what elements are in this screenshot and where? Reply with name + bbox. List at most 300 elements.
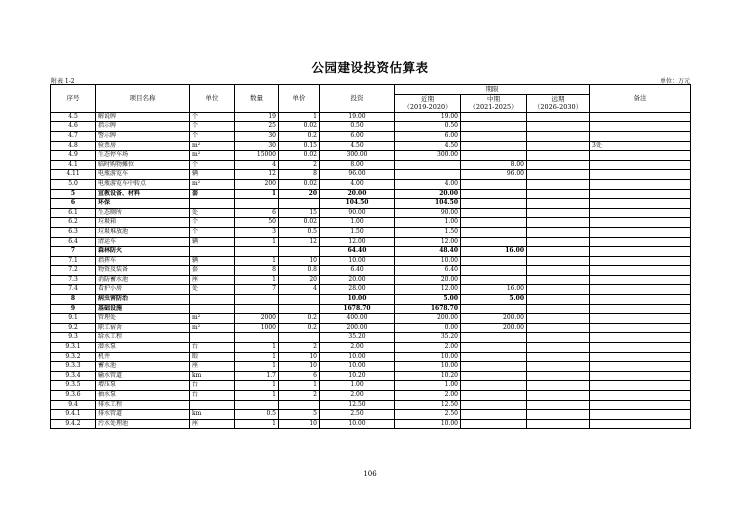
cell-name: 潜水泵 bbox=[96, 343, 190, 353]
cell-name: 垃圾堆放池 bbox=[96, 227, 190, 237]
cell-seq: 9.3.4 bbox=[51, 371, 96, 381]
cell-mid bbox=[461, 362, 527, 372]
cell-invest: 8.00 bbox=[320, 160, 395, 170]
cell-name: 给水工程 bbox=[96, 333, 190, 343]
cell-note bbox=[590, 304, 691, 314]
cell-unit: 眼 bbox=[190, 352, 235, 362]
cell-unit: m² bbox=[190, 179, 235, 189]
cell-qty: 30 bbox=[235, 131, 279, 141]
cell-qty: 4 bbox=[235, 160, 279, 170]
cell-name: 病虫害防治 bbox=[96, 295, 190, 305]
cell-invest: 6.00 bbox=[320, 131, 395, 141]
cell-price: 10 bbox=[279, 362, 320, 372]
cell-far bbox=[527, 362, 590, 372]
cell-price: 1 bbox=[279, 381, 320, 391]
cell-invest: 10.00 bbox=[320, 362, 395, 372]
header-invest: 投资 bbox=[320, 85, 395, 113]
cell-unit bbox=[190, 304, 235, 314]
cell-mid bbox=[461, 352, 527, 362]
cell-note bbox=[590, 131, 691, 141]
table-row bbox=[51, 227, 691, 237]
cell-mid bbox=[461, 227, 527, 237]
cell-seq: 5 bbox=[51, 189, 96, 199]
cell-mid: 16.00 bbox=[461, 285, 527, 295]
cell-seq: 9 bbox=[51, 304, 96, 314]
cell-mid bbox=[461, 343, 527, 353]
cell-note bbox=[590, 314, 691, 324]
cell-price bbox=[279, 400, 320, 410]
cell-qty: 1000 bbox=[235, 323, 279, 333]
cell-mid bbox=[461, 131, 527, 141]
cell-invest: 10.00 bbox=[320, 419, 395, 429]
table-row bbox=[51, 208, 691, 218]
cell-near: 90.00 bbox=[395, 208, 461, 218]
cell-near: 10.00 bbox=[395, 362, 461, 372]
cell-seq: 7.1 bbox=[51, 256, 96, 266]
cell-near: 2.50 bbox=[395, 410, 461, 420]
cell-far bbox=[527, 333, 590, 343]
table-row bbox=[51, 295, 691, 305]
cell-near: 6.00 bbox=[395, 131, 461, 141]
cell-unit: 个 bbox=[190, 112, 235, 122]
cell-near bbox=[395, 160, 461, 170]
cell-name: 生态厕所 bbox=[96, 208, 190, 218]
cell-seq: 4.7 bbox=[51, 131, 96, 141]
cell-invest: 400.00 bbox=[320, 314, 395, 324]
cell-name: 看护小房 bbox=[96, 285, 190, 295]
cell-seq: 4.5 bbox=[51, 112, 96, 122]
cell-mid bbox=[461, 256, 527, 266]
cell-name: 基础设施 bbox=[96, 304, 190, 314]
cell-invest: 10.00 bbox=[320, 352, 395, 362]
cell-invest: 64.40 bbox=[320, 247, 395, 257]
cell-seq: 9.3.6 bbox=[51, 391, 96, 401]
cell-near: 35.20 bbox=[395, 333, 461, 343]
table-row bbox=[51, 247, 691, 257]
cell-far bbox=[527, 112, 590, 122]
cell-note bbox=[590, 170, 691, 180]
cell-unit: 座 bbox=[190, 419, 235, 429]
table-row bbox=[51, 304, 691, 314]
cell-qty: 0.5 bbox=[235, 410, 279, 420]
cell-far bbox=[527, 352, 590, 362]
cell-note bbox=[590, 266, 691, 276]
cell-seq: 9.1 bbox=[51, 314, 96, 324]
cell-name: 宣教设备、材料 bbox=[96, 189, 190, 199]
cell-name: 生态停车场 bbox=[96, 151, 190, 161]
cell-unit: m² bbox=[190, 323, 235, 333]
table-row bbox=[51, 237, 691, 247]
cell-note bbox=[590, 400, 691, 410]
cell-unit: 个 bbox=[190, 218, 235, 228]
cell-near: 1.50 bbox=[395, 227, 461, 237]
cell-seq: 9.2 bbox=[51, 323, 96, 333]
cell-qty: 1 bbox=[235, 391, 279, 401]
cell-far bbox=[527, 275, 590, 285]
cell-name: 电瓶游览车 bbox=[96, 170, 190, 180]
cell-note bbox=[590, 295, 691, 305]
table-row bbox=[51, 314, 691, 324]
cell-price: 1 bbox=[279, 112, 320, 122]
cell-seq: 9.4 bbox=[51, 400, 96, 410]
cell-seq: 9.3 bbox=[51, 333, 96, 343]
cell-near: 6.40 bbox=[395, 266, 461, 276]
cell-invest: 19.00 bbox=[320, 112, 395, 122]
table-row bbox=[51, 131, 691, 141]
cell-mid bbox=[461, 410, 527, 420]
table-reference: 附表 1-2 bbox=[51, 78, 75, 85]
cell-name: 指挥车 bbox=[96, 256, 190, 266]
table-row bbox=[51, 275, 691, 285]
cell-invest: 0.50 bbox=[320, 122, 395, 132]
cell-note bbox=[590, 410, 691, 420]
cell-note bbox=[590, 362, 691, 372]
cell-price: 2 bbox=[279, 343, 320, 353]
cell-near: 10.00 bbox=[395, 419, 461, 429]
cell-invest: 28.00 bbox=[320, 285, 395, 295]
table-row bbox=[51, 179, 691, 189]
cell-far bbox=[527, 131, 590, 141]
cell-seq: 6 bbox=[51, 199, 96, 209]
table-row bbox=[51, 218, 691, 228]
page-number: 106 bbox=[363, 470, 377, 478]
cell-note bbox=[590, 237, 691, 247]
investment-table bbox=[50, 84, 691, 429]
cell-seq: 9.4.1 bbox=[51, 410, 96, 420]
cell-unit: 座 bbox=[190, 362, 235, 372]
cell-far bbox=[527, 266, 590, 276]
cell-unit: 个 bbox=[190, 160, 235, 170]
cell-name: 消防蓄水池 bbox=[96, 275, 190, 285]
cell-seq: 4.8 bbox=[51, 141, 96, 151]
cell-seq: 6.2 bbox=[51, 218, 96, 228]
cell-note bbox=[590, 122, 691, 132]
cell-near: 1.00 bbox=[395, 218, 461, 228]
cell-price: 0.2 bbox=[279, 131, 320, 141]
table-row bbox=[51, 352, 691, 362]
cell-invest: 4.00 bbox=[320, 179, 395, 189]
cell-near: 104.50 bbox=[395, 199, 461, 209]
cell-mid bbox=[461, 419, 527, 429]
cell-qty: 1 bbox=[235, 419, 279, 429]
cell-qty: 200 bbox=[235, 179, 279, 189]
header-near-term: 近期 （2019-2020） bbox=[395, 94, 461, 112]
cell-far bbox=[527, 371, 590, 381]
cell-far bbox=[527, 323, 590, 333]
cell-far bbox=[527, 314, 590, 324]
cell-mid: 8.00 bbox=[461, 160, 527, 170]
cell-far bbox=[527, 122, 590, 132]
cell-near: 0.00 bbox=[395, 323, 461, 333]
cell-far bbox=[527, 285, 590, 295]
cell-near: 12.50 bbox=[395, 400, 461, 410]
cell-invest: 300.00 bbox=[320, 151, 395, 161]
cell-unit bbox=[190, 333, 235, 343]
cell-near: 5.00 bbox=[395, 295, 461, 305]
cell-name: 指示牌 bbox=[96, 122, 190, 132]
cell-unit: 座 bbox=[190, 275, 235, 285]
cell-price bbox=[279, 199, 320, 209]
cell-seq: 6.3 bbox=[51, 227, 96, 237]
cell-note bbox=[590, 218, 691, 228]
cell-name: 污水处理池 bbox=[96, 419, 190, 429]
cell-price: 20 bbox=[279, 275, 320, 285]
cell-qty: 1 bbox=[235, 256, 279, 266]
cell-far bbox=[527, 141, 590, 151]
cell-far bbox=[527, 410, 590, 420]
cell-mid bbox=[461, 179, 527, 189]
cell-mid: 96.00 bbox=[461, 170, 527, 180]
cell-near: 10.00 bbox=[395, 256, 461, 266]
cell-far bbox=[527, 304, 590, 314]
cell-note bbox=[590, 189, 691, 199]
table-row bbox=[51, 256, 691, 266]
cell-unit: 处 bbox=[190, 208, 235, 218]
cell-invest: 10.20 bbox=[320, 371, 395, 381]
cell-mid bbox=[461, 371, 527, 381]
table-row bbox=[51, 343, 691, 353]
cell-name: 排水管道 bbox=[96, 410, 190, 420]
cell-unit: 台 bbox=[190, 381, 235, 391]
cell-unit: 辆 bbox=[190, 237, 235, 247]
cell-invest: 10.00 bbox=[320, 256, 395, 266]
cell-seq: 4.11 bbox=[51, 170, 96, 180]
cell-name: 蓄水池 bbox=[96, 362, 190, 372]
cell-price: 10 bbox=[279, 352, 320, 362]
table-row bbox=[51, 266, 691, 276]
cell-price: 2 bbox=[279, 160, 320, 170]
cell-far bbox=[527, 160, 590, 170]
cell-mid bbox=[461, 112, 527, 122]
cell-qty: 1 bbox=[235, 362, 279, 372]
cell-qty: 3 bbox=[235, 227, 279, 237]
cell-near: 20.00 bbox=[395, 275, 461, 285]
cell-price: 20 bbox=[279, 189, 320, 199]
cell-unit: km bbox=[190, 371, 235, 381]
page-title: 公园建设投资估算表 bbox=[311, 60, 429, 75]
cell-qty: 1 bbox=[235, 381, 279, 391]
table-row bbox=[51, 285, 691, 295]
cell-near: 2.00 bbox=[395, 391, 461, 401]
cell-far bbox=[527, 343, 590, 353]
header-period: 期限 bbox=[395, 85, 590, 95]
cell-mid bbox=[461, 237, 527, 247]
cell-far bbox=[527, 151, 590, 161]
cell-price bbox=[279, 295, 320, 305]
cell-near bbox=[395, 170, 461, 180]
cell-far bbox=[527, 179, 590, 189]
cell-invest: 1.50 bbox=[320, 227, 395, 237]
cell-mid bbox=[461, 381, 527, 391]
cell-unit: km bbox=[190, 410, 235, 420]
table-row bbox=[51, 199, 691, 209]
cell-note bbox=[590, 112, 691, 122]
cell-note bbox=[590, 275, 691, 285]
table-row bbox=[51, 362, 691, 372]
cell-price: 0.15 bbox=[279, 141, 320, 151]
cell-note bbox=[590, 151, 691, 161]
cell-unit: m² bbox=[190, 314, 235, 324]
cell-price: 0.02 bbox=[279, 151, 320, 161]
cell-qty: 1 bbox=[235, 275, 279, 285]
cell-name: 清运车 bbox=[96, 237, 190, 247]
cell-unit: 辆 bbox=[190, 256, 235, 266]
header-price: 单价 bbox=[279, 85, 320, 113]
cell-price bbox=[279, 304, 320, 314]
cell-name: 验票房 bbox=[96, 141, 190, 151]
cell-invest: 35.20 bbox=[320, 333, 395, 343]
cell-invest: 200.00 bbox=[320, 323, 395, 333]
cell-note bbox=[590, 352, 691, 362]
cell-qty: 12 bbox=[235, 170, 279, 180]
cell-seq: 8 bbox=[51, 295, 96, 305]
cell-near: 10.20 bbox=[395, 371, 461, 381]
table-row bbox=[51, 400, 691, 410]
cell-far bbox=[527, 208, 590, 218]
header-qty: 数量 bbox=[235, 85, 279, 113]
cell-qty: 25 bbox=[235, 122, 279, 132]
cell-note bbox=[590, 391, 691, 401]
cell-qty: 1 bbox=[235, 189, 279, 199]
table-row bbox=[51, 323, 691, 333]
cell-qty: 30 bbox=[235, 141, 279, 151]
cell-invest: 6.40 bbox=[320, 266, 395, 276]
cell-seq: 6.4 bbox=[51, 237, 96, 247]
cell-note bbox=[590, 323, 691, 333]
cell-seq: 9.3.3 bbox=[51, 362, 96, 372]
cell-mid bbox=[461, 189, 527, 199]
cell-near: 1678.70 bbox=[395, 304, 461, 314]
cell-seq: 4.9 bbox=[51, 151, 96, 161]
cell-note bbox=[590, 179, 691, 189]
cell-unit: 个 bbox=[190, 131, 235, 141]
cell-mid: 16.00 bbox=[461, 247, 527, 257]
cell-name: 垃圾箱 bbox=[96, 218, 190, 228]
cell-seq: 7.3 bbox=[51, 275, 96, 285]
cell-seq: 9.3.2 bbox=[51, 352, 96, 362]
cell-invest: 2.50 bbox=[320, 410, 395, 420]
cell-price: 4 bbox=[279, 285, 320, 295]
cell-name: 机井 bbox=[96, 352, 190, 362]
cell-qty bbox=[235, 199, 279, 209]
cell-near: 200.00 bbox=[395, 314, 461, 324]
table-row bbox=[51, 189, 691, 199]
cell-invest: 4.50 bbox=[320, 141, 395, 151]
cell-name: 物资及装备 bbox=[96, 266, 190, 276]
cell-qty: 50 bbox=[235, 218, 279, 228]
cell-far bbox=[527, 227, 590, 237]
cell-qty: 2000 bbox=[235, 314, 279, 324]
cell-near: 10.00 bbox=[395, 352, 461, 362]
cell-mid bbox=[461, 151, 527, 161]
cell-price: 15 bbox=[279, 208, 320, 218]
cell-seq: 9.4.2 bbox=[51, 419, 96, 429]
cell-price: 8 bbox=[279, 170, 320, 180]
cell-qty: 8 bbox=[235, 266, 279, 276]
cell-name: 抽水泵 bbox=[96, 391, 190, 401]
cell-far bbox=[527, 256, 590, 266]
cell-price: 0.2 bbox=[279, 323, 320, 333]
cell-mid bbox=[461, 304, 527, 314]
header-unit: 单位 bbox=[190, 85, 235, 113]
cell-price: 5 bbox=[279, 410, 320, 420]
header-long-term: 远期 （2026-2030） bbox=[527, 94, 590, 112]
cell-seq: 6.1 bbox=[51, 208, 96, 218]
cell-unit bbox=[190, 295, 235, 305]
cell-qty bbox=[235, 247, 279, 257]
cell-qty: 1.7 bbox=[235, 371, 279, 381]
cell-mid bbox=[461, 400, 527, 410]
table-row bbox=[51, 410, 691, 420]
cell-qty: 6 bbox=[235, 208, 279, 218]
cell-far bbox=[527, 419, 590, 429]
cell-invest: 12.00 bbox=[320, 237, 395, 247]
cell-mid bbox=[461, 266, 527, 276]
cell-unit: m² bbox=[190, 141, 235, 151]
cell-near: 20.00 bbox=[395, 189, 461, 199]
cell-seq: 4.6 bbox=[51, 122, 96, 132]
cell-seq: 5.0 bbox=[51, 179, 96, 189]
cell-unit bbox=[190, 247, 235, 257]
cell-seq: 7.4 bbox=[51, 285, 96, 295]
header-name: 项目名称 bbox=[96, 85, 190, 113]
table-row bbox=[51, 170, 691, 180]
cell-far bbox=[527, 170, 590, 180]
cell-name: 电瓶游览车中转点 bbox=[96, 179, 190, 189]
header-mid-term: 中期 （2021-2025） bbox=[461, 94, 527, 112]
cell-far bbox=[527, 189, 590, 199]
cell-invest: 10.00 bbox=[320, 295, 395, 305]
cell-note bbox=[590, 256, 691, 266]
cell-qty: 1 bbox=[235, 352, 279, 362]
cell-name: 职工宿舍 bbox=[96, 323, 190, 333]
cell-near: 1.00 bbox=[395, 381, 461, 391]
cell-near: 4.00 bbox=[395, 179, 461, 189]
cell-unit: m² bbox=[190, 151, 235, 161]
cell-far bbox=[527, 247, 590, 257]
cell-near: 4.50 bbox=[395, 141, 461, 151]
cell-far bbox=[527, 381, 590, 391]
cell-qty bbox=[235, 295, 279, 305]
cell-price: 6 bbox=[279, 371, 320, 381]
cell-price: 10 bbox=[279, 419, 320, 429]
cell-far bbox=[527, 391, 590, 401]
cell-price: 0.2 bbox=[279, 314, 320, 324]
cell-name: 森林防火 bbox=[96, 247, 190, 257]
table-row bbox=[51, 371, 691, 381]
cell-qty bbox=[235, 400, 279, 410]
cell-seq: 9.3.1 bbox=[51, 343, 96, 353]
cell-price: 10 bbox=[279, 256, 320, 266]
cell-name: 环保 bbox=[96, 199, 190, 209]
cell-qty: 1 bbox=[235, 237, 279, 247]
table-row bbox=[51, 112, 691, 122]
cell-near: 0.50 bbox=[395, 122, 461, 132]
cell-invest: 12.50 bbox=[320, 400, 395, 410]
cell-price: 0.02 bbox=[279, 122, 320, 132]
cell-name: 解说牌 bbox=[96, 112, 190, 122]
cell-note: 3处 bbox=[590, 141, 691, 151]
cell-note bbox=[590, 381, 691, 391]
cell-seq: 7.2 bbox=[51, 266, 96, 276]
unit-label: 单位：万元 bbox=[659, 78, 690, 85]
cell-near: 12.00 bbox=[395, 237, 461, 247]
cell-name: 管理处 bbox=[96, 314, 190, 324]
cell-mid: 200.00 bbox=[461, 314, 527, 324]
table-row bbox=[51, 160, 691, 170]
cell-price bbox=[279, 247, 320, 257]
cell-seq: 9.3.5 bbox=[51, 381, 96, 391]
